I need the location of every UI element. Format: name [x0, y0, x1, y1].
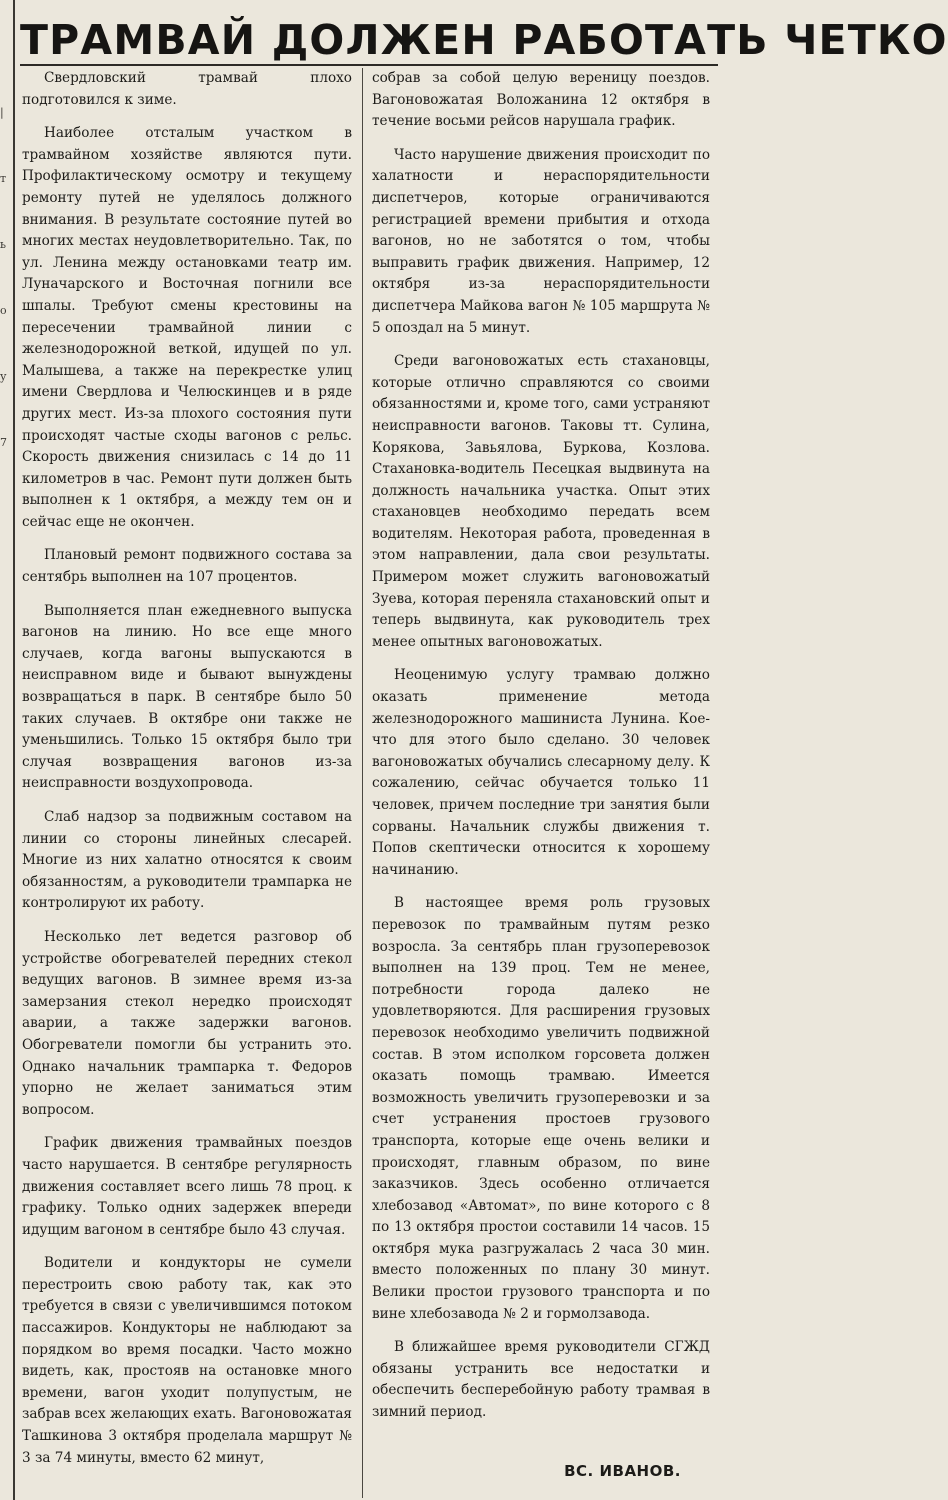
article-paragraph: В ближайшее время руководители СГЖД обязаны устранить все недостатки и обеспечить бесперебойную работу трамвая в зимний период.	[372, 1339, 710, 1421]
author-signature: ВС. ИВАНОВ.	[564, 1462, 681, 1480]
column-divider	[362, 68, 363, 1498]
article-paragraph: Плановый ремонт подвижного состава за сентябрь выполнен на 107 процентов.	[22, 547, 352, 586]
article-paragraph: График движения трамвайных поездов часто нарушается. В сентябре регулярность движения составляет всего лишь 78 проц. к графику. Только одних задержек впереди идущим вагоном в сентябре было 43 случая.	[22, 1135, 352, 1238]
article-paragraph: Свердловский трамвай плохо подготовился к зиме.	[22, 70, 352, 108]
margin-fragment: о	[0, 304, 7, 317]
headline-rule	[20, 64, 718, 66]
article-paragraph: В настоящее время роль грузовых перевозок по трамвайным путям резко возросла. За сентябрь план грузоперевозок выполнен на 139 проц. Тем не менее, потребности города далеко не удовлетворяются. Для расширения грузовых перевозок необходимо увеличить подвижной состав. В этом исполком горсовета должен оказать помощь трамваю. Имеется возможность увеличить грузоперевозки и за счет устранения простоев грузового транспорта, которые еще очень велики и происходят, главным образом, по вине заказчиков. Здесь особенно отличается хлебозавод «Автомат», по вине которого с 8 по 13 октября простои составили 14 часов. 15 октября мука разгружалась 2 часа 30 мин. вместо положенных по плану 30 минут. Велики простои грузового транспорта и по вине хлебозавода № 2 и гормолзавода.	[372, 895, 710, 1322]
article-paragraph: Наиболее отсталым участком в трамвайном хозяйстве являются пути. Профилактическому осмотру и текущему ремонту путей не уделялось должного внимания. В результате состояние путей во многих местах неудовлетворительно. Так, по ул. Ленина между остановками театр им. Луначарского и Восточная погнили все шпалы. Требуют смены крестовины на пересечении трамвайной линии с железнодорожной веткой, идущей по ул. Малышева, а также на перекрестке улиц имени Свердлова и Челюскинцев и в ряде других мест. Из-за плохого состояния пути происходят частые сходы вагонов с рельс. Скорость движения снизилась с 14 до 11 километров в час. Ремонт пути должен быть выполнен к 1 октября, а между тем он и сейчас еще не окончен.	[22, 125, 352, 530]
article-paragraph-continued: собрав за собой целую вереницу поездов. Вагоновожатая Воложанина 12 октября в течение восьми рейсов нарушала график.	[372, 70, 710, 130]
left-margin-rule	[13, 0, 15, 1500]
margin-fragment: ь	[0, 238, 6, 251]
article-paragraph: Среди вагоновожатых есть стахановцы, которые отлично справляются со своими обязанностями и, кроме того, сами устраняют неисправности вагонов. Таковы тт. Сулина, Корякова, Завьялова, Буркова, Козлова. Стахановка-водитель Песецкая выдвинута на должность начальника участка. Опыт этих стахановцев необходимо передать всем водителям. Некоторая работа, проведенная в этом направлении, дала свои результаты. Примером может служить вагоновожатый Зуева, которая переняла стахановский опыт и теперь выдвинута, как руководитель трех менее опытных вагоновожатых.	[372, 353, 710, 650]
article-paragraph: Несколько лет ведется разговор об устройстве обогревателей передних стекол ведущих вагонов. В зимнее время из-за замерзания стекол нередко происходят аварии, а также задержки вагонов. Обогреватели помогли бы устранить это. Однако начальник трампарка т. Федоров упорно не желает заниматься этим вопросом.	[22, 928, 352, 1118]
article-paragraph: Водители и кондукторы не сумели перестроить свою работу так, как это требуется в связи с увеличившимся потоком пассажиров. Кондукторы не наблюдают за порядком во время посадки. Часто можно видеть, как, простояв на остановке много времени, вагон уходит полупустым, не забрав всех желающих ехать. Вагоновожатая Ташкинова 3 октября проделала маршрут № 3 за 74 минуты, вместо 62 минут,	[22, 1255, 352, 1466]
article-paragraph: Выполняется план ежедневного выпуска вагонов на линию. Но все еще много случаев, когда вагоны выпускаются в неисправном виде и бывают вынуждены возвращаться в парк. В сентябре было 50 таких случаев. В октябре они также не уменьшились. Только 15 октября было три случая возвращения вагонов из-за неисправности воздухопровода.	[22, 602, 352, 792]
article-headline: ТРАМВАЙ ДОЛЖЕН РАБОТАТЬ ЧЕТКО	[20, 16, 948, 64]
article-paragraph: Неоценимую услугу трамваю должно оказать применение метода железнодорожного машиниста Лунина. Кое-что для этого было сделано. 30 человек вагоновожатых обучались слесарному делу. К сожалению, сейчас обучается только 11 человек, причем последние три занятия были сорваны. Начальник службы движения т. Попов скептически относится к хорошему начинанию.	[372, 667, 710, 878]
article-column-right	[372, 68, 710, 1436]
margin-fragments	[0, 80, 12, 476]
margin-fragment: т	[0, 172, 7, 185]
article-column-left	[22, 68, 352, 1481]
article-paragraph: Часто нарушение движения происходит по халатности и нераспорядительности диспетчеров, которые ограничиваются регистрацией времени прибытия и отхода вагонов, но не заботятся о том, чтобы выправить график движения. Например, 12 октября из-за нераспорядительности диспетчера Майкова вагон № 105 маршрута № 5 опоздал на 5 минут.	[372, 146, 710, 336]
margin-fragment: 7	[0, 436, 7, 449]
margin-fragment: |	[0, 106, 4, 119]
article-paragraph: Слаб надзор за подвижным составом на линии со стороны линейных слесарей. Многие из них халатно относятся к своим обязанностям, а руководители трампарка не контролируют их работу.	[22, 809, 352, 912]
margin-fragment: у	[0, 370, 7, 383]
